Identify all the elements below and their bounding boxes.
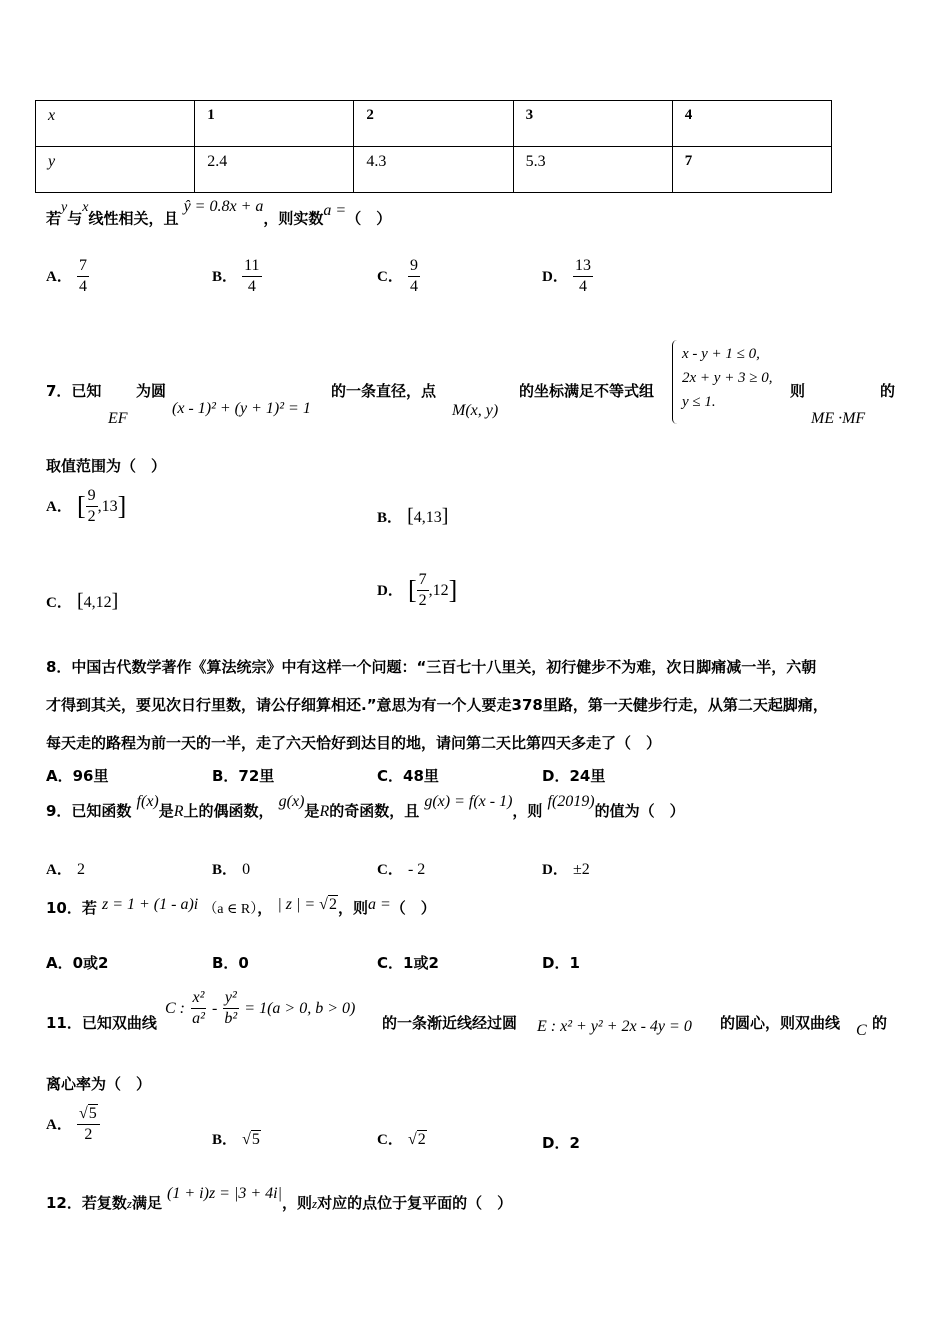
option-value: ±2 xyxy=(572,861,590,878)
q10-text: ，则 xyxy=(337,899,368,917)
q9-text: 是 xyxy=(158,802,174,820)
q9-f2019: f(2019) xyxy=(547,793,595,810)
inequality: x - y + 1 ≤ 0, xyxy=(682,346,760,362)
q10-text: 10．若 xyxy=(46,899,97,917)
option-value: 0 xyxy=(242,861,251,878)
radicand: 2 xyxy=(328,896,337,913)
q11-cc: C xyxy=(856,1022,867,1039)
q11-c: C : xyxy=(165,1000,185,1017)
q11-text: 的 xyxy=(872,1014,888,1032)
q10-option-c: C．1或2 xyxy=(377,954,439,972)
q9-r: R xyxy=(319,803,330,820)
q7-circle-equation: (x - 1)² + (y + 1)² = 1 xyxy=(172,400,311,417)
q7-option-c: C． [4,12] xyxy=(46,590,119,612)
option-label: D． xyxy=(542,269,568,285)
option-label: A． xyxy=(46,269,72,285)
q7-text: 的 xyxy=(880,382,896,400)
q6-text: 若 xyxy=(46,209,62,228)
q8-line: 才得到其关，要见次日行里数，请公仔细算相还.”意思为有一个人要走378里路，第一天健步行走，从第二天起脚痛， xyxy=(46,696,828,714)
table-cell: 7 xyxy=(672,147,831,193)
q6-option-a xyxy=(46,258,89,295)
fraction xyxy=(190,990,207,1027)
denominator: 4 xyxy=(78,278,87,295)
q10-text: ， xyxy=(257,899,273,917)
option-value: - 2 xyxy=(407,861,426,878)
q11-text: 的一条渐近线经过圆 xyxy=(382,1014,518,1032)
option-label: A． xyxy=(46,1117,72,1133)
q7-option-a xyxy=(46,488,126,525)
denominator: 2 xyxy=(87,508,96,525)
q12-text: 对应的点位于复平面的（ ） xyxy=(317,1194,513,1212)
radicand: 5 xyxy=(251,1131,260,1148)
q8-option-d: D．24里 xyxy=(542,767,606,785)
q6-var-x: x xyxy=(82,200,89,215)
q11-option-d: D．2 xyxy=(542,1134,580,1152)
radicand: 2 xyxy=(417,1131,426,1148)
q9-gx: g(x) xyxy=(278,793,305,810)
option-label: D． xyxy=(542,862,568,878)
option-value: 2 xyxy=(76,861,85,878)
q9-text: ，则 xyxy=(512,802,543,820)
denominator: b² xyxy=(224,1010,238,1027)
bracket: [ xyxy=(407,575,417,605)
fraction xyxy=(417,572,429,609)
bracket: ] xyxy=(448,575,458,605)
question-6-stem xyxy=(46,198,392,228)
q11-condition: = 1(a > 0, b > 0) xyxy=(244,1000,356,1017)
radicand: 5 xyxy=(88,1105,97,1122)
fraction xyxy=(573,258,593,295)
q7-text: 取值范围为（ ） xyxy=(46,457,167,475)
sqrt: √2 xyxy=(407,1131,426,1148)
q6-text: 与 xyxy=(67,209,83,228)
table-cell: 2.4 xyxy=(195,147,354,193)
option-label: B． xyxy=(212,1132,238,1148)
inequality: 2x + y + 3 ≥ 0, xyxy=(682,370,773,386)
numerator: 13 xyxy=(573,258,593,277)
q7-text: 的一条直径，点 xyxy=(331,382,437,400)
fraction xyxy=(408,258,420,295)
option-label: D． xyxy=(377,583,403,599)
q9-text: 的值为（ ） xyxy=(594,802,685,820)
option-label: C． xyxy=(46,595,72,611)
q11-option-c xyxy=(377,1128,427,1149)
numerator: 9 xyxy=(86,488,98,507)
table-cell: 5.3 xyxy=(513,147,672,193)
q9-text: 上的偶函数， xyxy=(183,802,274,820)
numerator: 11 xyxy=(242,258,261,277)
option-label: B． xyxy=(212,269,238,285)
q11-hyperbola-equation xyxy=(165,990,355,1027)
q7-number: 7．已知 xyxy=(46,382,102,400)
q7-text: 为圆 xyxy=(136,382,167,400)
q7-ef: EF xyxy=(108,410,128,427)
table-cell: 4.3 xyxy=(354,147,513,193)
q7-dot-product: ME ·MF xyxy=(811,410,866,427)
q6-option-d xyxy=(542,258,593,295)
q6-option-c xyxy=(377,258,420,295)
q9-equation: g(x) = f(x - 1) xyxy=(424,793,513,810)
q9-fx: f(x) xyxy=(136,793,159,810)
table-cell: x xyxy=(36,101,195,147)
q7-text: 则 xyxy=(790,382,806,400)
numerator: x² xyxy=(191,990,207,1009)
denominator: a² xyxy=(192,1010,205,1027)
minus: - xyxy=(211,1000,218,1017)
q9-option-d xyxy=(542,858,590,879)
q12-text: 12．若复数 xyxy=(46,1194,127,1212)
sqrt: √5 xyxy=(242,1131,260,1148)
q10-option-d: D．1 xyxy=(542,954,580,972)
sqrt: √2 xyxy=(319,896,337,913)
q9-text: 是 xyxy=(304,802,320,820)
table-row xyxy=(36,147,832,193)
q12-text: 满足 xyxy=(131,1194,162,1212)
option-label: C． xyxy=(377,1132,403,1148)
bracket: ] xyxy=(117,491,127,521)
option-label: B． xyxy=(212,862,238,878)
denominator: 4 xyxy=(247,278,256,295)
q11-option-b xyxy=(212,1128,261,1149)
numerator: 7 xyxy=(417,572,429,591)
table-cell: 3 xyxy=(513,101,672,147)
numerator: √5 xyxy=(77,1106,100,1125)
q8-option-b: B．72里 xyxy=(212,767,275,785)
q9-text: 9．已知函数 xyxy=(46,802,132,820)
q10-z-equation: z = 1 + (1 - a)i xyxy=(101,896,199,913)
q7-option-d xyxy=(377,572,457,609)
option-label: C． xyxy=(377,862,403,878)
q10-a: a = xyxy=(367,896,391,913)
inequality: y ≤ 1. xyxy=(682,394,716,410)
table-cell: 1 xyxy=(195,101,354,147)
bracket: [ xyxy=(76,491,86,521)
q12-z: z xyxy=(312,1196,318,1211)
q10-modulus: | z | = xyxy=(277,896,320,913)
q7-option-b: B． [4,13] xyxy=(377,505,449,527)
q9-option-c xyxy=(377,858,425,879)
q6-text: ，则实数 xyxy=(263,209,324,228)
q8-option-a: A．96里 xyxy=(46,767,109,785)
q10-condition: （a ∈ R） xyxy=(203,902,258,917)
fraction xyxy=(77,1106,100,1143)
q10-stem xyxy=(46,897,436,918)
denominator: 2 xyxy=(418,592,427,609)
fraction xyxy=(77,258,89,295)
option-label: A． xyxy=(46,499,72,515)
denominator: 4 xyxy=(409,278,418,295)
q6-var-y: y xyxy=(61,200,68,215)
numerator: 9 xyxy=(408,258,420,277)
interval-end: ,13 xyxy=(97,498,118,515)
q6-text: 线性相关，且 xyxy=(88,209,179,228)
q12-z: z xyxy=(126,1196,132,1211)
option-label: C． xyxy=(377,269,403,285)
q7-point-m: M(x, y) xyxy=(452,402,499,419)
q7-inequality-system xyxy=(682,342,773,414)
q10-option-b: B．0 xyxy=(212,954,249,972)
q12-equation: (1 + i)z = |3 + 4i| xyxy=(167,1185,283,1202)
table-cell: 2 xyxy=(354,101,513,147)
option-label: B． xyxy=(377,510,403,526)
fraction xyxy=(222,990,239,1027)
q11-number: 11．已知双曲线 xyxy=(46,1014,157,1032)
q8-option-c: C．48里 xyxy=(377,767,439,785)
table-row xyxy=(36,101,832,147)
q7-text: 的坐标满足不等式组 xyxy=(519,382,655,400)
q6-regression-equation: ŷ = 0.8x + a xyxy=(183,198,264,216)
q11-circle-equation: E : x² + y² + 2x - 4y = 0 xyxy=(537,1018,692,1035)
q11-text: 的圆心，则双曲线 xyxy=(720,1014,841,1032)
fraction xyxy=(242,258,261,295)
q12-stem xyxy=(46,1185,513,1213)
interval-end: ,12 xyxy=(428,582,449,599)
interval: 4,13 xyxy=(413,509,442,526)
q6-text: （ ） xyxy=(346,209,392,228)
table-cell: y xyxy=(36,147,195,193)
denominator: 2 xyxy=(84,1126,93,1143)
q10-text: （ ） xyxy=(390,899,436,917)
q8-line: 8．中国古代数学著作《算法统宗》中有这样一个问题：“三百七十八里关，初行健步不为难，次日脚痛减一半，六朝 xyxy=(46,658,817,676)
interval: 4,12 xyxy=(83,594,112,611)
q9-r: R xyxy=(173,803,184,820)
brace-icon xyxy=(672,340,677,424)
q9-option-a xyxy=(46,858,85,879)
q12-text: ，则 xyxy=(282,1194,313,1212)
q11-text: 离心率为（ ） xyxy=(46,1075,152,1093)
q9-stem xyxy=(46,793,685,821)
option-label: A． xyxy=(46,862,72,878)
numerator: 7 xyxy=(77,258,89,277)
data-table xyxy=(35,100,832,193)
q6-var-a: a = xyxy=(323,202,347,220)
numerator: y² xyxy=(223,990,239,1009)
q8-line: 每天走的路程为前一天的一半，走了六天恰好到达目的地，请问第二天比第四天多走了（ ） xyxy=(46,734,662,752)
q9-text: 的奇函数，且 xyxy=(329,802,420,820)
denominator: 4 xyxy=(578,278,587,295)
q11-option-a xyxy=(46,1106,100,1143)
q6-option-b xyxy=(212,258,262,295)
fraction xyxy=(86,488,98,525)
q9-option-b xyxy=(212,858,250,879)
table-cell: 4 xyxy=(672,101,831,147)
q10-option-a: A．0或2 xyxy=(46,954,109,972)
